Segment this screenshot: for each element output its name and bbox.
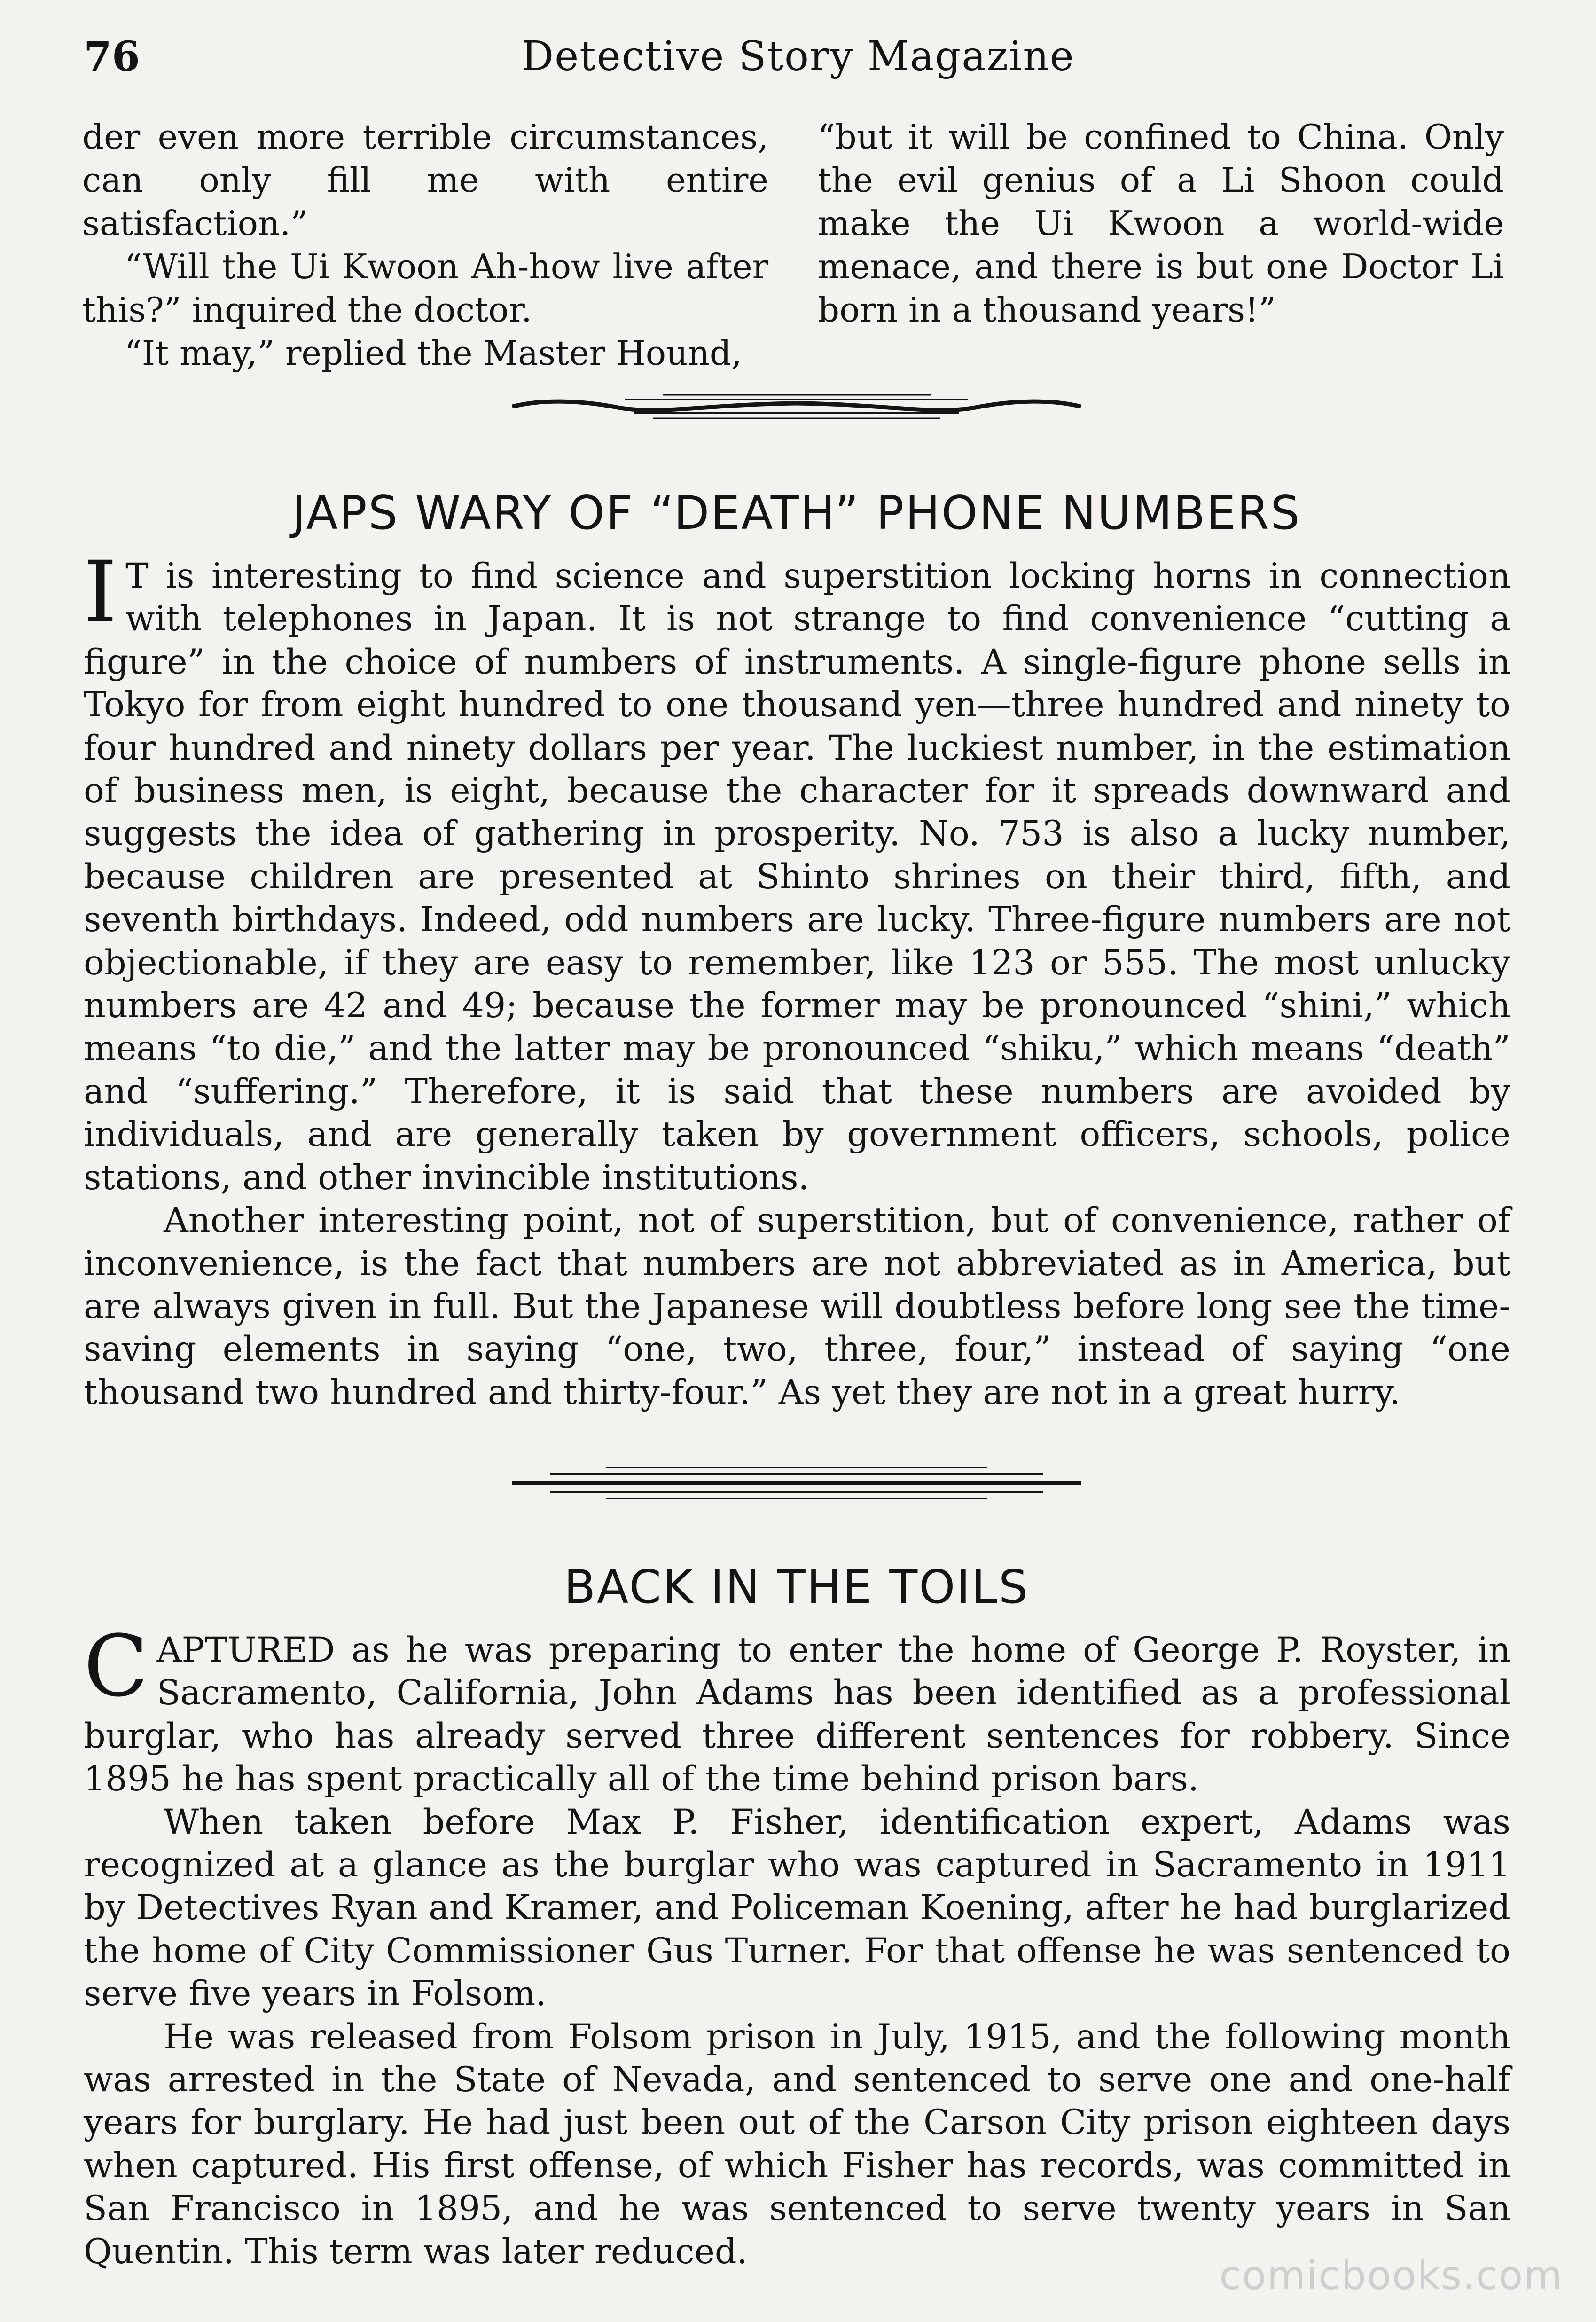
right-column: [818, 115, 1504, 331]
left-column-paragraph: “It may,” replied the Master Hound,: [125, 333, 742, 373]
left-column-paragraph: “Will the Ui Kwoon Ah-how live after this?” inquired the doctor.: [82, 247, 768, 329]
page-number: 76: [84, 33, 140, 80]
section-divider-ornament: [512, 1462, 1081, 1504]
article-title: JAPS WARY OF “DEATH” PHONE NUMBERS: [292, 486, 1301, 540]
article-body: [84, 1617, 1510, 2273]
drop-cap: I: [84, 543, 117, 642]
right-column-paragraph: “but it will be confined to China. Only the evil genius of a Li Shoon could make the Ui Kwoon a world-wide menace, and there is but one Doctor Li born in a thousand years!”: [818, 117, 1504, 329]
drop-cap: C: [84, 1617, 149, 1716]
section-divider-ornament: [512, 385, 1081, 428]
continued-story: [82, 115, 1511, 373]
article-paragraph: Another interesting point, not of superstition, but of convenience, rather of inconvenience, is the fact that numbers are not abbreviated as in America, but are always given in full. But the Japanese will doubtless before long see the time-saving elements in saying “one, two, three, four,” instead of saying “one thousand two hundred and thirty-four.” As yet they are not in a great hurry.: [84, 1200, 1510, 1412]
article-paragraph: [84, 543, 1510, 1199]
page-header: [80, 28, 1516, 89]
watermark: comicbooks.com: [1219, 2252, 1563, 2298]
article-title: BACK IN THE TOILS: [563, 1561, 1030, 1614]
article-paragraph: When taken before Max P. Fisher, identification expert, Adams was recognized at a glance as the burglar who was captured in Sacramento in 1911 by Detectives Ryan and Kramer, and Policeman Koening, after he had burglarized the home of City Commissioner Gus Turner. For that offense he was sentenced to serve five years in Folsom.: [84, 1802, 1510, 2014]
article-body: [84, 543, 1510, 1414]
left-column: [82, 115, 768, 375]
article-paragraph: [84, 1617, 1510, 1801]
running-title: Detective Story Magazine: [521, 33, 1075, 80]
left-column-paragraph: der even more terrible circumstances, can only fill me with entire satisfaction.”: [82, 117, 768, 243]
paragraph-text: APTURED as he was preparing to enter the home of George P. Royster, in Sacramento, California, John Adams has been identified as a professional burglar, who has already served three different sentences for robbery. Since 1895 he has spent practically all of the time behind prison bars.: [84, 1630, 1510, 1799]
article-paragraph: He was released from Folsom prison in July, 1915, and the following month was arrested in the State of Nevada, and sentenced to serve one and one-half years for burglary. He had just been out of the Carson City prison eighteen days when captured. His first offense, of which Fisher has records, was committed in San Francisco in 1895, and he was sentenced to serve twenty years in San Quentin. This term was later reduced.: [84, 2016, 1510, 2272]
paragraph-text: T is interesting to find science and superstition locking horns in connection with telephones in Japan. It is not strange to find convenience “cutting a figure” in the choice of numbers of instruments. A single-figure phone sells in Tokyo for from eight hundred to one thousand yen—three hundred and ninety to four hundred and ninety dollars per year. The luckiest number, in the estimation of business men, is eight, because the character for it spreads downward and suggests the idea of gathering in prosperity. No. 753 is also a lucky number, because children are presented at Shinto shrines on their third, fifth, and seventh birthdays. Indeed, odd numbers are lucky. Three-figure numbers are not objectionable, if they are easy to remember, like 123 or 555. The most unlucky numbers are 42 and 49; because the former may be pronounced “shini,” which means “to die,” and the latter may be pronounced “shiku,” which means “death” and “suffering.” Therefore, it is said that these numbers are avoided by individuals, and are generally taken by government officers, schools, police stations, and other invincible institutions.: [84, 556, 1510, 1198]
